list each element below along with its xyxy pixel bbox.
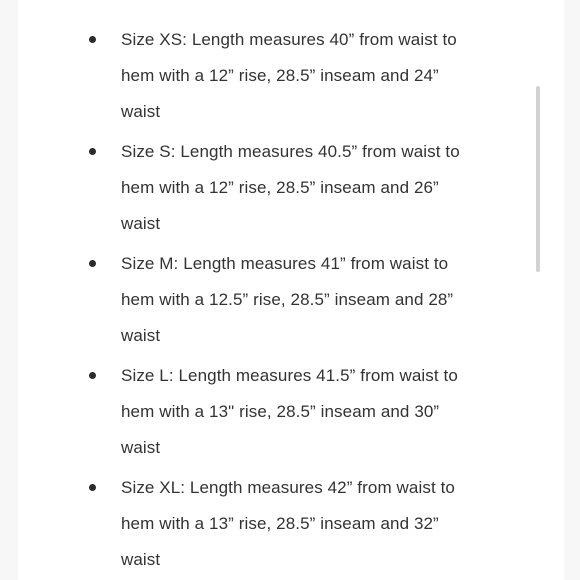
size-line-2: hem with a 12” rise, 28.5” inseam and 26” <box>121 178 439 197</box>
bullet-icon <box>89 372 96 379</box>
size-line-3: waist <box>121 438 161 457</box>
bullet-icon <box>89 148 96 155</box>
size-line-2: hem with a 13” rise, 28.5” inseam and 32” <box>121 514 439 533</box>
size-line-1: Size XL: Length measures 42” from waist to <box>121 478 455 497</box>
bullet-icon <box>89 36 96 43</box>
size-line-1: Size M: Length measures 41” from waist to <box>121 254 449 273</box>
content-panel <box>18 0 564 580</box>
vertical-scrollbar[interactable] <box>536 86 540 272</box>
size-line-3: waist <box>121 214 161 233</box>
size-line-1: Size S: Length measures 40.5” from waist to <box>121 142 460 161</box>
bullet-icon <box>89 260 96 267</box>
size-line-3: waist <box>121 326 161 345</box>
size-line-1: Size L: Length measures 41.5” from waist to <box>121 366 458 385</box>
size-line-1: Size XS: Length measures 40” from waist to <box>121 30 457 49</box>
size-line-3: waist <box>121 102 161 121</box>
size-line-2: hem with a 12” rise, 28.5” inseam and 24” <box>121 66 439 85</box>
bullet-icon <box>89 484 96 491</box>
size-line-2: hem with a 12.5” rise, 28.5” inseam and 28” <box>121 290 454 309</box>
size-line-2: hem with a 13" rise, 28.5” inseam and 30” <box>121 402 440 421</box>
size-line-3: waist <box>121 550 161 569</box>
